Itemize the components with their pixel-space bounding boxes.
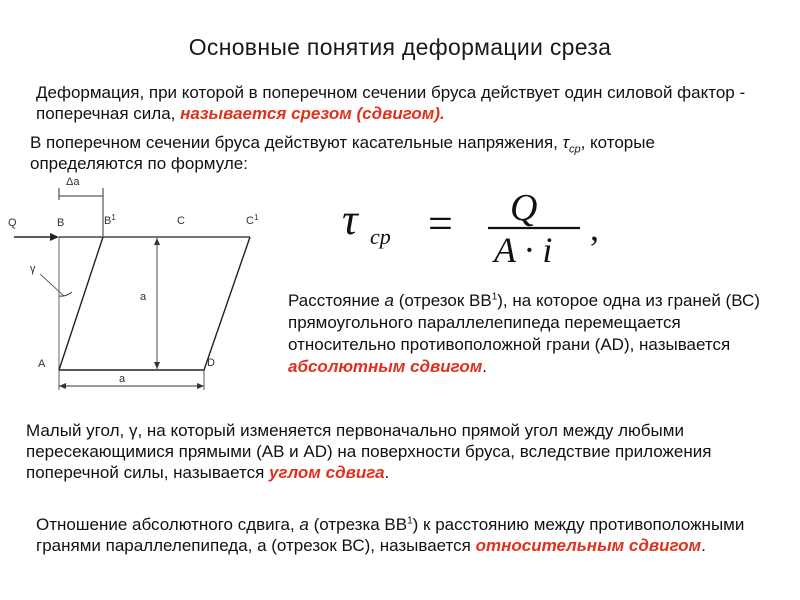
absolute-shear-paragraph	[288, 290, 768, 378]
p5-a: a	[299, 515, 309, 534]
definition-highlight: называется срезом (сдвигом).	[180, 104, 445, 123]
sheared-left-edge	[59, 237, 103, 370]
p5-end: .	[701, 536, 706, 555]
label-C1-sup: 1	[253, 213, 259, 222]
gamma-arc	[59, 292, 72, 296]
formula-numerator: Q	[510, 187, 538, 229]
stress-text-after: , которые определяются по формуле:	[30, 133, 655, 173]
tau-symbol: τ	[562, 133, 569, 152]
width-arrow-left	[59, 383, 66, 389]
definition-text: Деформация, при которой в поперечном сечении бруса действует один силовой фактор - поперечная сила,	[36, 83, 746, 123]
p5-sup: 1	[407, 515, 413, 527]
label-B1-letter: B	[104, 215, 112, 227]
shear-angle-paragraph	[26, 420, 726, 483]
page-title: Основные понятия деформации среза	[188, 34, 612, 60]
p5-after: ) к расстоянию между противоположными гранями параллелепипеда, а (отрезок ВС), называется	[36, 515, 745, 555]
label-C: C	[177, 215, 185, 227]
p3-mid: (отрезок BB	[394, 291, 492, 310]
shear-diagram	[0, 170, 290, 400]
label-D: D	[207, 357, 215, 369]
p4-highlight: углом сдвига	[269, 463, 385, 482]
shear-stress-formula	[328, 182, 628, 272]
gamma-leader	[40, 274, 64, 296]
formula-denominator: A · i	[494, 230, 553, 270]
height-arrow-bottom	[154, 362, 160, 369]
label-B: B	[57, 217, 65, 229]
p4-end: .	[384, 463, 390, 482]
stress-paragraph	[30, 132, 750, 174]
formula-lhs-tau: τ	[342, 195, 358, 244]
label-a-height: a	[140, 291, 147, 303]
label-Q: Q	[8, 217, 17, 229]
formula-comma: ,	[590, 208, 599, 248]
label-B1-sup: 1	[111, 213, 116, 222]
p3-sup: 1	[491, 291, 498, 303]
p3-after: ), на которое одна из граней (ВС) прямоугольного параллелепипеда перемещается относительно противоположной грани (АD), называется	[288, 291, 760, 354]
label-C1	[246, 213, 259, 227]
height-arrow-top	[154, 238, 160, 245]
label-C1-letter: C	[246, 215, 254, 227]
definition-paragraph	[36, 82, 746, 124]
p3-a: a	[384, 291, 395, 310]
relative-shear-paragraph	[36, 514, 746, 556]
width-arrow-right	[197, 383, 204, 389]
label-a-width: a	[119, 373, 126, 385]
label-gamma: γ	[30, 263, 36, 275]
stress-text-before: В поперечном сечении бруса действуют касательные напряжения,	[30, 133, 563, 152]
formula-equals: =	[428, 199, 453, 248]
formula-lhs-subscript: ср	[370, 224, 391, 249]
label-B1	[104, 213, 116, 227]
label-A: A	[38, 358, 46, 370]
sheared-right-edge	[204, 237, 250, 370]
label-delta-a: Δa	[66, 176, 80, 188]
p5-before: Отношение абсолютного сдвига,	[36, 515, 300, 534]
p3-end: .	[482, 357, 488, 376]
force-arrow-head	[50, 233, 59, 241]
p3-before: Расстояние	[288, 291, 385, 310]
tau-subscript: ср	[568, 143, 581, 156]
p5-mid: (отрезка BB	[308, 515, 408, 534]
p4-text: Малый угол, γ, на который изменяется первоначально прямой угол между любыми пересекающимися прямыми (АВ и АD) на поверхности бруса, вследствие приложения поперечной силы, называется	[26, 421, 712, 482]
p5-highlight: относительным сдвигом	[475, 536, 702, 555]
p3-highlight: абсолютным сдвигом	[288, 357, 483, 376]
